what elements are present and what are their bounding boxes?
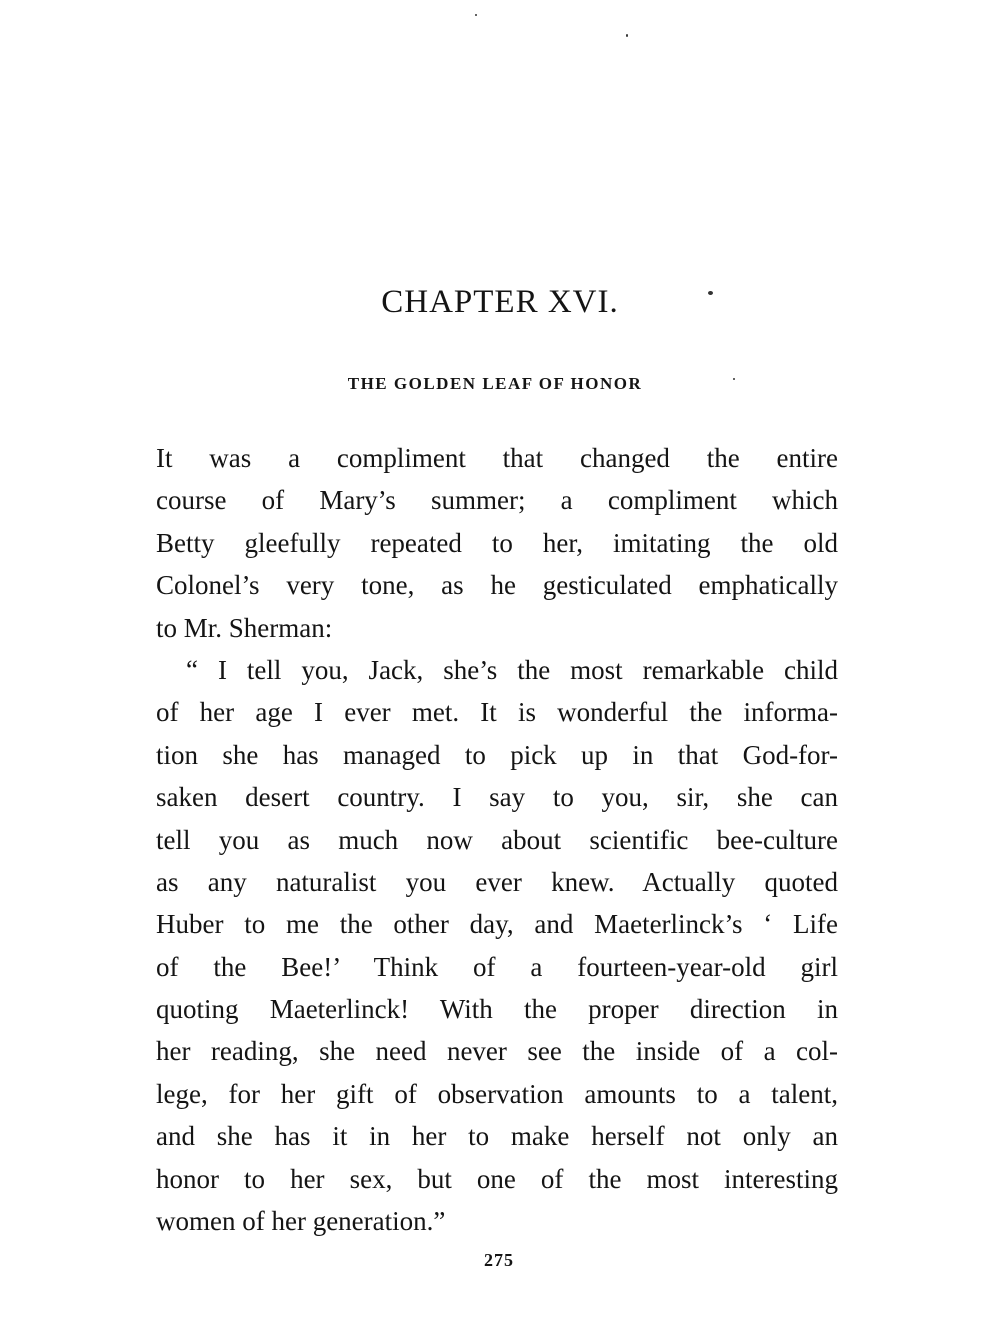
text-line: tion she has managed to pick up in that God-for- — [156, 739, 838, 770]
text-line: “ I tell you, Jack, she’s the most remarkable child — [186, 654, 838, 685]
text-line: It was a compliment that changed the entire — [156, 443, 838, 473]
text-line: quoting Maeterlinck! With the proper direction in — [156, 994, 838, 1025]
text-line: tell you as much now about scientific bee-culture — [156, 824, 838, 855]
chapter-subtitle: THE GOLDEN LEAF OF HONOR — [347, 374, 643, 393]
scan-speck — [626, 34, 628, 37]
text-line: honor to her sex, but one of the most interesting — [156, 1163, 838, 1194]
text-line: course of Mary’s summer; a compliment which — [156, 485, 838, 516]
page-number: 275 — [484, 1250, 514, 1270]
text-line: Betty gleefully repeated to her, imitating the old — [156, 527, 838, 558]
text-line: to Mr. Sherman: — [156, 612, 333, 643]
text-line: her reading, she need never see the inside of a col- — [156, 1036, 838, 1067]
text-line: of her age I ever met. It is wonderful the informa- — [156, 697, 838, 728]
text-line: and she has it in her to make herself not only an — [156, 1121, 838, 1152]
body-text — [156, 437, 838, 1242]
scan-speck — [475, 14, 477, 16]
text-line: saken desert country. I say to you, sir, she can — [156, 782, 838, 813]
text-line: as any naturalist you ever knew. Actually quoted — [156, 866, 838, 897]
text-line: women of her generation.” — [156, 1206, 446, 1237]
text-line: Huber to me the other day, and Maeterlinck’s ‘ Life — [156, 909, 838, 940]
text-line: of the Bee!’ Think of a fourteen-year-old girl — [156, 951, 838, 982]
text-line: Colonel’s very tone, as he gesticulated emphatically — [156, 570, 838, 601]
text-line: lege, for her gift of observation amounts to a talent, — [156, 1078, 838, 1109]
chapter-title: CHAPTER XVI. — [381, 284, 619, 320]
